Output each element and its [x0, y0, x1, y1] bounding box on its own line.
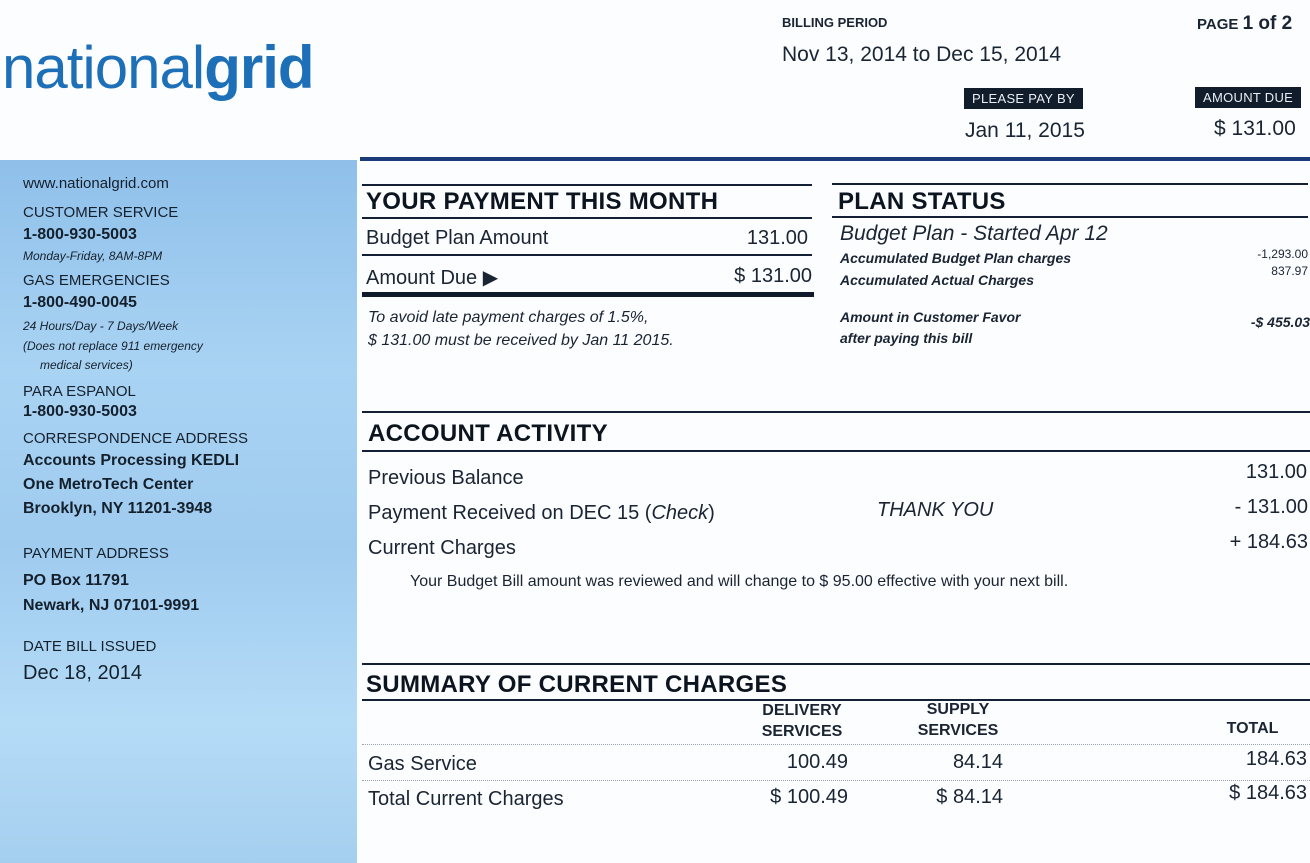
customer-service-phone[interactable]: 1-800-930-5003 — [23, 226, 137, 243]
table-row-label: Gas Service — [368, 753, 477, 775]
billing-period-label: BILLING PERIOD — [782, 15, 888, 30]
section-rule — [832, 183, 1308, 185]
column-header-delivery: DELIVERY SERVICES — [761, 702, 843, 740]
accumulated-budget-label: Accumulated Budget Plan charges — [840, 250, 1072, 266]
table-divider — [362, 744, 1310, 745]
billing-period: Nov 13, 2014 to Dec 15, 2014 — [782, 43, 1062, 66]
customer-service-hours: Monday-Friday, 8AM-8PM — [23, 249, 163, 263]
payment-received-label: Payment Received on DEC 15 (Check) — [368, 502, 715, 524]
plan-name: Budget Plan - Started Apr 12 — [840, 222, 1108, 245]
previous-balance-label: Previous Balance — [368, 467, 524, 489]
table-cell-supply: $ 84.14 — [936, 786, 1003, 808]
accumulated-actual-label: Accumulated Actual Charges — [840, 272, 1034, 288]
date-issued: Dec 18, 2014 — [23, 662, 142, 684]
amount-due-label: Amount Due ▶ — [366, 267, 499, 289]
amount-due-value: $ 131.00 — [1214, 117, 1296, 140]
accumulated-budget-value: -1,293.00 — [1257, 247, 1308, 261]
page-indicator: PAGE 1 of 2 — [1197, 13, 1293, 34]
late-payment-note: To avoid late payment charges of 1.5%, — [368, 309, 649, 326]
summary-title: SUMMARY OF CURRENT CHARGES — [366, 671, 788, 698]
payment-received-value: - 131.00 — [1234, 496, 1308, 518]
thank-you-note: THANK YOU — [877, 499, 994, 521]
gas-emergencies-phone[interactable]: 1-800-490-0045 — [23, 294, 137, 311]
column-header-supply: SUPPLY SERVICES — [917, 701, 999, 739]
correspondence-address-line: One MetroTech Center — [23, 476, 194, 493]
section-rule — [362, 663, 1310, 665]
section-rule — [362, 184, 812, 186]
customer-favor-label: Amount in Customer Favor — [840, 309, 1021, 325]
table-cell-supply: 84.14 — [952, 751, 1003, 773]
budget-review-notice: Your Budget Bill amount was reviewed and will change to $ 95.00 effective with your next bill. — [410, 573, 1069, 590]
please-pay-by-label: PLEASE PAY BY — [964, 88, 1083, 109]
section-rule — [362, 254, 812, 256]
customer-favor-value: -$ 455.03 — [1250, 314, 1310, 330]
table-cell-delivery: 100.49 — [786, 751, 848, 773]
correspondence-address-line: Brooklyn, NY 11201-3948 — [23, 500, 213, 517]
gas-emergencies-note: 24 Hours/Day - 7 Days/Week — [23, 319, 179, 333]
national-grid-logo: nationalgrid — [2, 34, 314, 101]
payment-address-label: PAYMENT ADDRESS — [23, 545, 169, 562]
section-rule — [362, 450, 1310, 452]
gas-emergencies-note: medical services) — [40, 358, 133, 372]
please-pay-by-date: Jan 11, 2015 — [965, 119, 1085, 142]
table-divider — [362, 780, 1310, 781]
column-header-total: TOTAL — [1226, 720, 1279, 737]
section-rule — [362, 217, 812, 219]
correspondence-label: CORRESPONDENCE ADDRESS — [23, 430, 249, 447]
current-charges-label: Current Charges — [368, 537, 516, 559]
accumulated-actual-value: 837.97 — [1271, 264, 1308, 278]
website-link[interactable]: www.nationalgrid.com — [23, 175, 169, 192]
budget-plan-amount-value: 131.00 — [746, 227, 808, 249]
amount-due-value: $ 131.00 — [734, 265, 812, 287]
espanol-label: PARA ESPANOL — [23, 383, 136, 400]
payment-month-title: YOUR PAYMENT THIS MONTH — [366, 188, 719, 215]
amount-due-label: AMOUNT DUE — [1195, 87, 1301, 108]
correspondence-address-line: Accounts Processing KEDLI — [23, 452, 240, 469]
table-cell-total: 184.63 — [1245, 748, 1307, 770]
payment-address-line: PO Box 11791 — [23, 572, 129, 589]
section-rule — [362, 411, 1310, 413]
gas-emergencies-label: GAS EMERGENCIES — [23, 272, 170, 289]
previous-balance-value: 131.00 — [1245, 461, 1307, 483]
plan-status-title: PLAN STATUS — [838, 188, 1006, 215]
gas-emergencies-note: (Does not replace 911 emergency — [23, 339, 203, 353]
section-rule — [362, 292, 814, 297]
table-cell-total: $ 184.63 — [1229, 782, 1307, 804]
table-row-label: Total Current Charges — [368, 788, 564, 810]
payment-address-line: Newark, NJ 07101-9991 — [23, 597, 200, 614]
table-cell-delivery: $ 100.49 — [770, 786, 848, 808]
late-payment-note: $ 131.00 must be received by Jan 11 2015. — [368, 332, 674, 349]
header-divider — [360, 157, 1310, 161]
current-charges-value: + 184.63 — [1229, 531, 1308, 553]
account-activity-title: ACCOUNT ACTIVITY — [368, 420, 608, 447]
espanol-phone[interactable]: 1-800-930-5003 — [23, 403, 137, 420]
section-rule — [832, 216, 1308, 218]
customer-favor-label: after paying this bill — [840, 330, 973, 346]
date-issued-label: DATE BILL ISSUED — [23, 638, 157, 655]
customer-service-label: CUSTOMER SERVICE — [23, 204, 179, 221]
budget-plan-amount-label: Budget Plan Amount — [366, 227, 549, 249]
